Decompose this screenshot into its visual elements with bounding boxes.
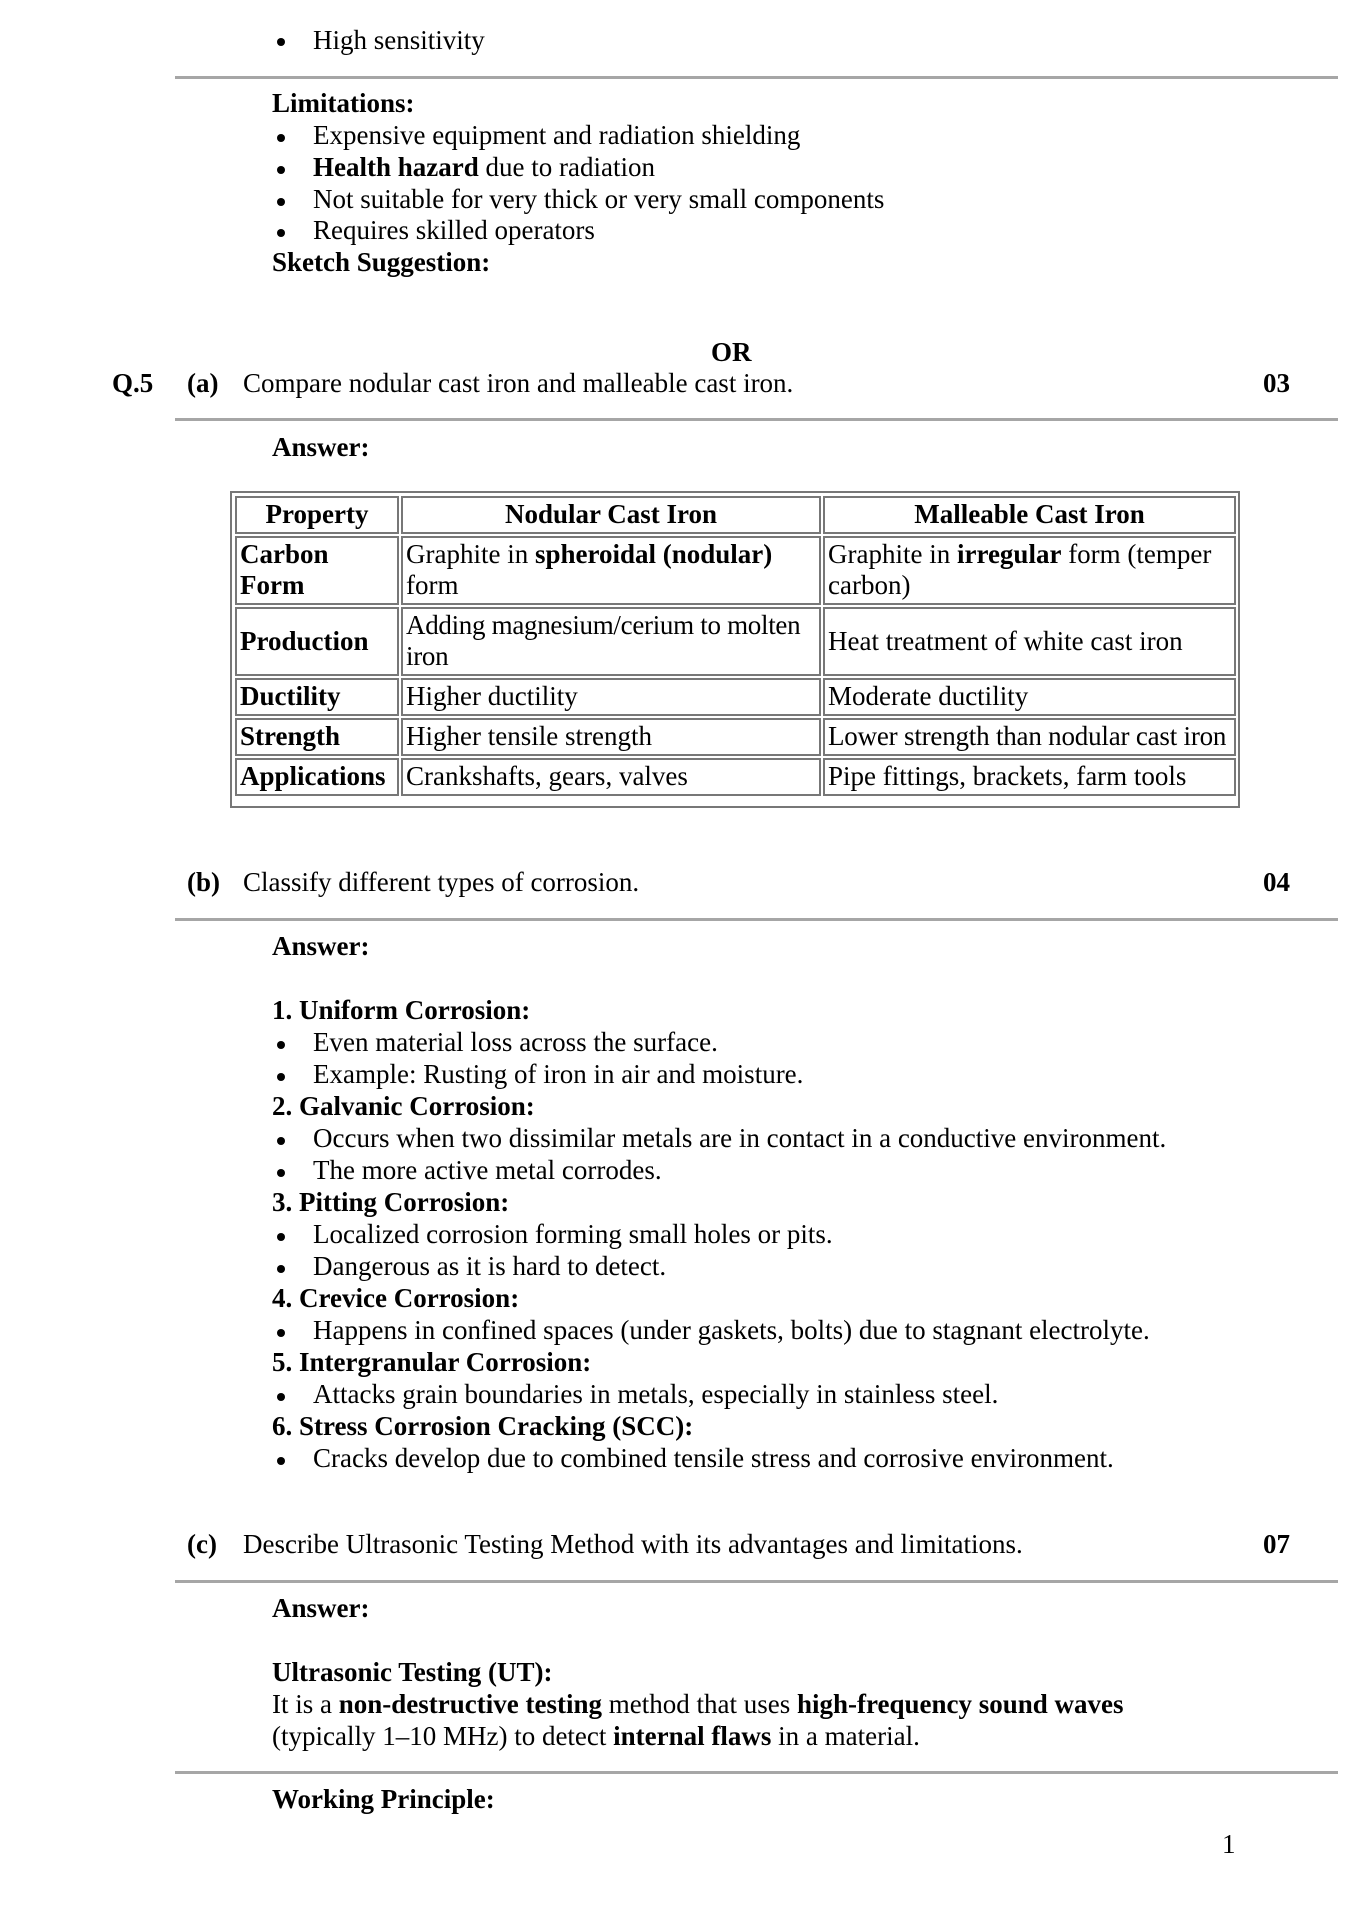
table-cell-property: Applications (235, 758, 399, 796)
limitations-heading: Limitations: (272, 88, 415, 118)
list-item: Occurs when two dissimilar metals are in contact in a conductive environment. (313, 1123, 1167, 1153)
question-text: Describe Ultrasonic Testing Method with its advantages and limitations. (243, 1529, 1023, 1559)
list-bullet (277, 1041, 285, 1049)
table-cell-nodular: Higher tensile strength (401, 718, 821, 756)
table-cell-nodular: Adding magnesium/cerium to molten iron (401, 607, 821, 676)
table-cell-property: Ductility (235, 678, 399, 716)
ut-description-line: (typically 1–10 MHz) to detect internal flaws in a material. (272, 1721, 920, 1751)
table-header-cell: Property (235, 496, 399, 534)
divider (175, 1771, 1338, 1774)
list-bullet (277, 1329, 285, 1337)
corrosion-heading: 4. Crevice Corrosion: (272, 1283, 520, 1313)
list-bullet (277, 1169, 285, 1177)
answer-label: Answer: (272, 1593, 370, 1623)
question-part-label: (b) (187, 867, 220, 897)
list-item: Requires skilled operators (313, 215, 595, 245)
list-bullet (277, 1233, 285, 1241)
list-bullet (277, 1457, 285, 1465)
or-separator: OR (711, 337, 752, 367)
question-text: Compare nodular cast iron and malleable cast iron. (243, 368, 794, 398)
list-bullet (277, 1393, 285, 1401)
list-item: Attacks grain boundaries in metals, especially in stainless steel. (313, 1379, 999, 1409)
list-item: Dangerous as it is hard to detect. (313, 1251, 667, 1281)
table-cell-property: Carbon Form (235, 536, 399, 605)
list-item: Localized corrosion forming small holes or pits. (313, 1219, 833, 1249)
divider (175, 76, 1338, 79)
table-cell-malleable: Graphite in irregular form (temper carbon) (823, 536, 1236, 605)
table-cell-malleable: Pipe fittings, brackets, farm tools (823, 758, 1236, 796)
list-bullet (277, 166, 285, 174)
list-item: Cracks develop due to combined tensile stress and corrosive environment. (313, 1443, 1114, 1473)
table-header-cell: Malleable Cast Iron (823, 496, 1236, 534)
corrosion-heading: 5. Intergranular Corrosion: (272, 1347, 592, 1377)
table-cell-malleable: Moderate ductility (823, 678, 1236, 716)
question-marks: 04 (1263, 867, 1290, 897)
list-item: High sensitivity (313, 25, 485, 55)
list-item: Even material loss across the surface. (313, 1027, 718, 1057)
list-bullet (277, 229, 285, 237)
working-principle-heading: Working Principle: (272, 1784, 495, 1814)
corrosion-heading: 3. Pitting Corrosion: (272, 1187, 510, 1217)
table-cell-nodular: Higher ductility (401, 678, 821, 716)
page-number: 1 (1222, 1829, 1236, 1859)
table-cell-nodular: Graphite in spheroidal (nodular) form (401, 536, 821, 605)
list-bullet (277, 1137, 285, 1145)
question-marks: 03 (1263, 368, 1290, 398)
list-item: Happens in confined spaces (under gaskets, bolts) due to stagnant electrolyte. (313, 1315, 1150, 1345)
question-part-label: (c) (187, 1529, 217, 1559)
table-cell-malleable: Lower strength than nodular cast iron (823, 718, 1236, 756)
table-cell-property: Production (235, 607, 399, 676)
divider (175, 418, 1338, 421)
table-cell-malleable: Heat treatment of white cast iron (823, 607, 1236, 676)
table-header-cell: Nodular Cast Iron (401, 496, 821, 534)
answer-label: Answer: (272, 931, 370, 961)
list-bullet (277, 38, 285, 46)
answer-label: Answer: (272, 432, 370, 462)
list-item: The more active metal corrodes. (313, 1155, 662, 1185)
list-bullet (277, 198, 285, 206)
divider (175, 1580, 1338, 1583)
list-bullet (277, 134, 285, 142)
sketch-suggestion-heading: Sketch Suggestion: (272, 247, 491, 277)
list-item: Health hazard due to radiation (313, 152, 655, 182)
question-text: Classify different types of corrosion. (243, 867, 640, 897)
ut-description-line: It is a non-destructive testing method that uses high-frequency sound waves (272, 1689, 1124, 1719)
ut-heading: Ultrasonic Testing (UT): (272, 1657, 553, 1687)
question-number: Q.5 (112, 368, 154, 398)
corrosion-heading: 1. Uniform Corrosion: (272, 995, 531, 1025)
list-item: Example: Rusting of iron in air and moisture. (313, 1059, 804, 1089)
table-cell-nodular: Crankshafts, gears, valves (401, 758, 821, 796)
question-marks: 07 (1263, 1529, 1290, 1559)
corrosion-heading: 2. Galvanic Corrosion: (272, 1091, 535, 1121)
divider (175, 918, 1338, 921)
comparison-table (230, 491, 1240, 808)
table-cell-property: Strength (235, 718, 399, 756)
list-bullet (277, 1073, 285, 1081)
list-bullet (277, 1265, 285, 1273)
question-part-label: (a) (187, 368, 219, 398)
list-item: Not suitable for very thick or very small components (313, 184, 885, 214)
corrosion-heading: 6. Stress Corrosion Cracking (SCC): (272, 1411, 694, 1441)
list-item: Expensive equipment and radiation shielding (313, 120, 801, 150)
